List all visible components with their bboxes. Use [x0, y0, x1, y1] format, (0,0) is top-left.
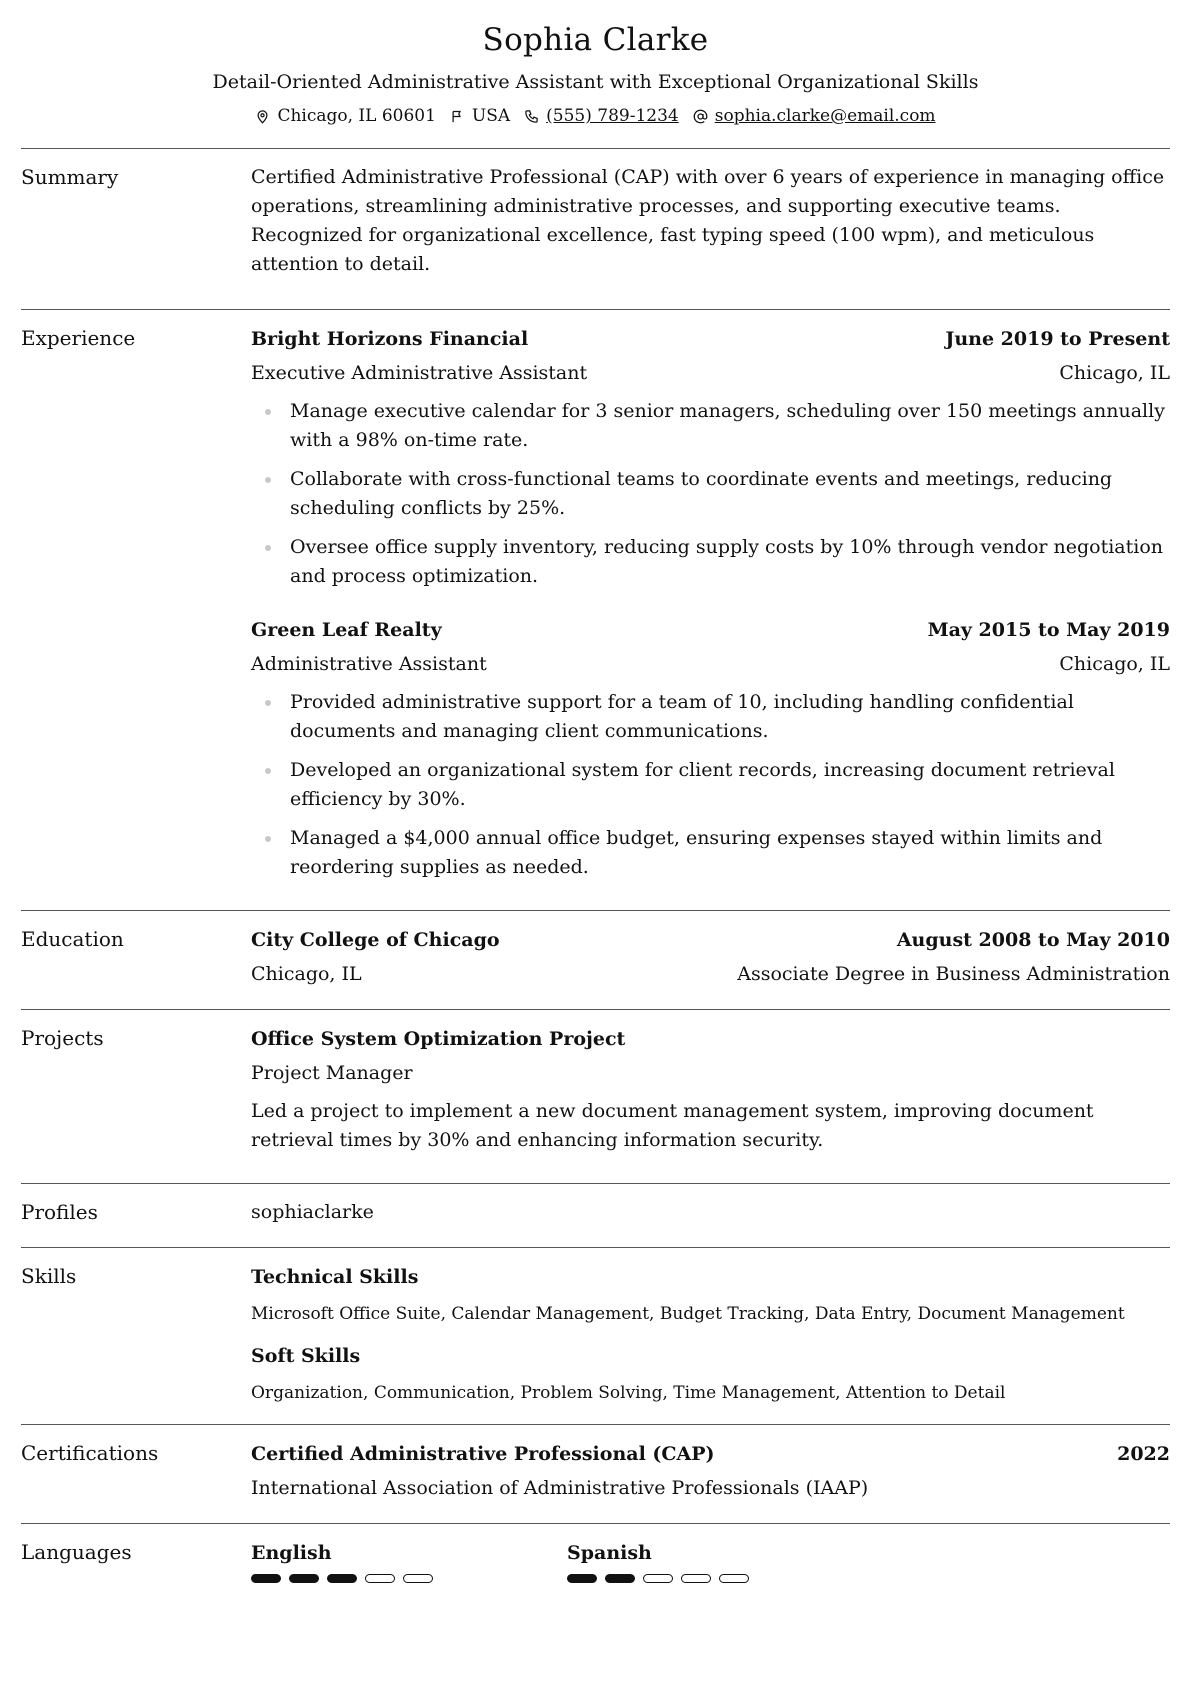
level-pill-filled — [251, 1574, 281, 1583]
certifications-section — [21, 1424, 1170, 1523]
contact-line — [21, 104, 1170, 128]
level-pill-filled — [605, 1574, 635, 1583]
language-name: Spanish — [567, 1542, 652, 1564]
country-item — [450, 104, 510, 128]
phone-item[interactable] — [524, 104, 679, 128]
email-link[interactable]: sophia.clarke@email.com — [714, 106, 936, 126]
flag-icon — [450, 109, 465, 124]
job-location: Chicago, IL — [1059, 653, 1170, 675]
list-item: Provided administrative support for a team of 10, including handling confidential documents and managing client communications. — [251, 688, 1170, 746]
projects-body — [251, 1024, 1170, 1155]
section-title: Projects — [21, 1026, 104, 1050]
summary-text: Certified Administrative Professional (CAP) with over 6 years of experience in managing office operations, streamlining administrative processes, and supporting executive teams. Recognized for organizational excellence, fast typing speed (100 wpm), and meticulous attention to detail. — [251, 166, 1165, 275]
map-pin-icon — [255, 109, 270, 124]
project-role: Project Manager — [251, 1062, 413, 1084]
at-sign-icon — [693, 109, 708, 124]
languages-body — [251, 1538, 1170, 1583]
section-title: Skills — [21, 1264, 77, 1288]
job-company: Bright Horizons Financial — [251, 328, 529, 350]
education-section — [21, 910, 1170, 1009]
experience-body — [251, 324, 1170, 882]
summary-section — [21, 148, 1170, 309]
profiles-section — [21, 1183, 1170, 1247]
languages-section — [21, 1523, 1170, 1603]
section-title: Summary — [21, 165, 119, 189]
job-role: Administrative Assistant — [251, 653, 487, 675]
projects-section — [21, 1009, 1170, 1183]
project-description: Led a project to implement a new document management system, improving document retrieval times by 30% and enhancing information security. — [251, 1100, 1094, 1151]
certification-name: Certified Administrative Professional (CAP) — [251, 1443, 715, 1465]
section-title: Certifications — [21, 1441, 159, 1465]
job-role: Executive Administrative Assistant — [251, 362, 588, 384]
language-entry — [567, 1538, 883, 1583]
level-pill-empty — [365, 1574, 395, 1583]
level-pill-filled — [327, 1574, 357, 1583]
language-entry — [251, 1538, 567, 1583]
email-item[interactable] — [693, 104, 936, 128]
list-item: Manage executive calendar for 3 senior managers, scheduling over 150 meetings annually with a 98% on-time rate. — [251, 397, 1170, 455]
language-name: English — [251, 1542, 332, 1564]
certification-year: 2022 — [1117, 1443, 1170, 1465]
education-degree: Associate Degree in Business Administration — [737, 963, 1170, 985]
job-dates: May 2015 to May 2019 — [927, 619, 1170, 641]
list-item: Managed a $4,000 annual office budget, ensuring expenses stayed within limits and reordering supplies as needed. — [251, 824, 1170, 882]
level-pill-empty — [681, 1574, 711, 1583]
skill-group-name: Technical Skills — [251, 1266, 419, 1288]
level-pill-filled — [289, 1574, 319, 1583]
level-pill-empty — [643, 1574, 673, 1583]
section-title: Profiles — [21, 1200, 98, 1224]
candidate-name: Sophia Clarke — [482, 22, 709, 58]
section-title: Education — [21, 927, 124, 951]
list-item: Developed an organizational system for client records, increasing document retrieval efficiency by 30%. — [251, 756, 1170, 814]
candidate-headline: Detail-Oriented Administrative Assistant with Exceptional Organizational Skills — [212, 71, 979, 93]
job-dates: June 2019 to Present — [945, 328, 1170, 350]
location-item — [255, 104, 435, 128]
list-item: Oversee office supply inventory, reducing supply costs by 10% through vendor negotiation and process optimization. — [251, 533, 1170, 591]
education-location: Chicago, IL — [251, 963, 362, 985]
profile-username: sophiaclarke — [251, 1201, 374, 1223]
language-level — [567, 1574, 883, 1583]
job-entry — [251, 615, 1170, 882]
education-school: City College of Chicago — [251, 929, 500, 951]
education-body — [251, 925, 1170, 989]
level-pill-filled — [567, 1574, 597, 1583]
job-bullets — [251, 397, 1170, 591]
resume-header — [21, 0, 1170, 128]
job-bullets — [251, 688, 1170, 882]
skills-body — [251, 1262, 1170, 1406]
job-entry — [251, 324, 1170, 591]
certifications-body — [251, 1439, 1170, 1503]
education-dates: August 2008 to May 2010 — [896, 929, 1170, 951]
phone-icon — [524, 109, 539, 124]
level-pill-empty — [719, 1574, 749, 1583]
skills-section — [21, 1247, 1170, 1424]
language-level — [251, 1574, 567, 1583]
country-text: USA — [471, 106, 511, 126]
job-location: Chicago, IL — [1059, 362, 1170, 384]
phone-link[interactable]: (555) 789-1234 — [546, 106, 679, 126]
project-name: Office System Optimization Project — [251, 1028, 626, 1050]
list-item: Collaborate with cross-functional teams to coordinate events and meetings, reducing scheduling conflicts by 25%. — [251, 465, 1170, 523]
skill-group-items: Microsoft Office Suite, Calendar Management, Budget Tracking, Data Entry, Document Management — [251, 1304, 1125, 1324]
skill-group-name: Soft Skills — [251, 1345, 361, 1367]
experience-section — [21, 309, 1170, 910]
level-pill-empty — [403, 1574, 433, 1583]
section-title: Experience — [21, 326, 136, 350]
section-title: Languages — [21, 1540, 132, 1564]
location-text: Chicago, IL 60601 — [277, 106, 436, 126]
job-company: Green Leaf Realty — [251, 619, 442, 641]
skill-group-items: Organization, Communication, Problem Solving, Time Management, Attention to Detail — [251, 1383, 1006, 1403]
certification-issuer: International Association of Administrative Professionals (IAAP) — [251, 1477, 869, 1499]
